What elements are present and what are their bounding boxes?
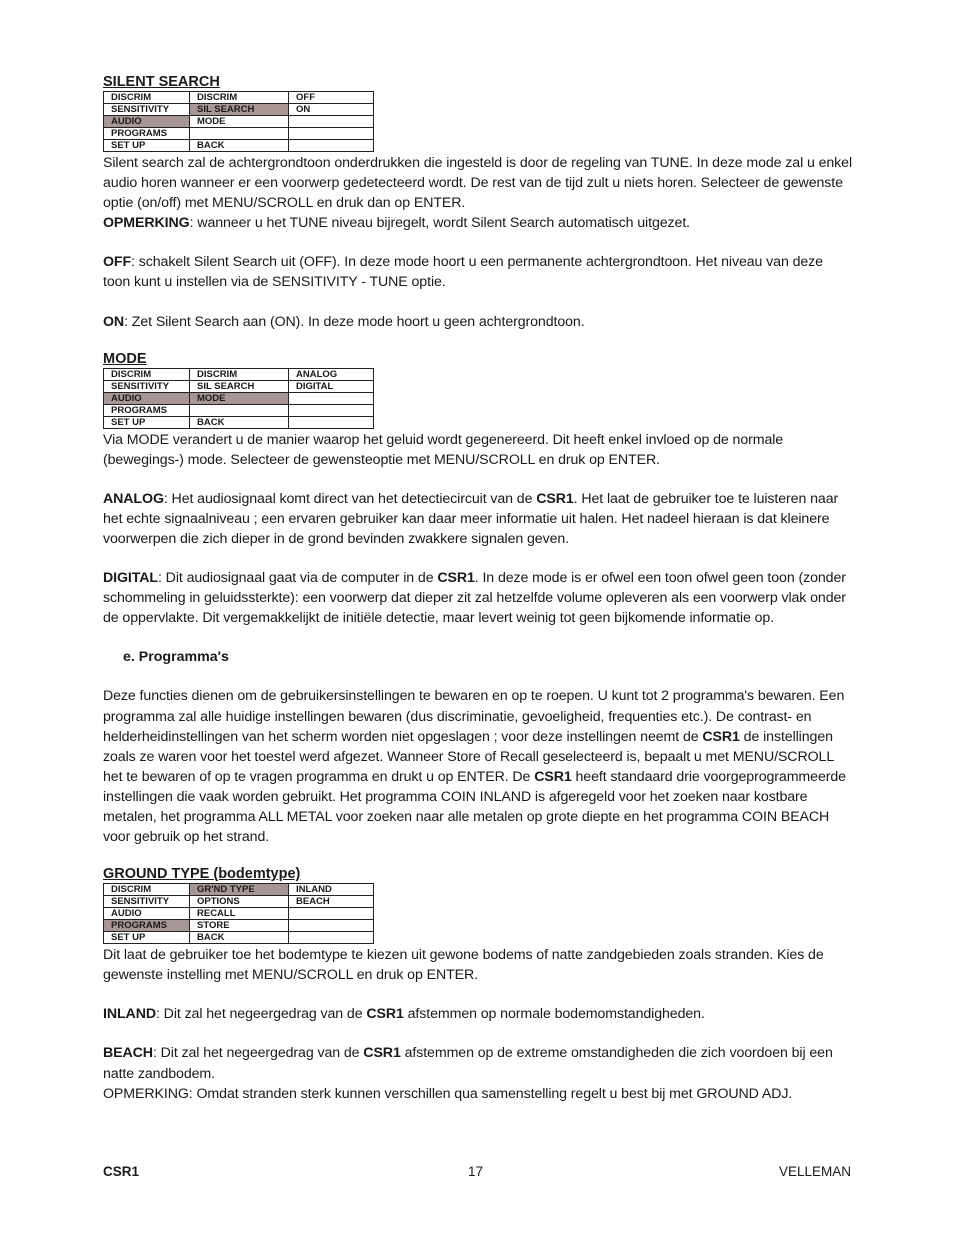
table-cell xyxy=(289,416,374,428)
table-cell xyxy=(289,932,374,944)
paragraph-programmas xyxy=(103,686,853,847)
paragraph-text: : wanneer u het TUNE niveau bijregelt, wordt Silent Search automatisch uitgezet. xyxy=(189,215,691,232)
table-cell: SET UP xyxy=(104,416,190,428)
table-row xyxy=(104,140,374,152)
table-row xyxy=(104,404,374,416)
paragraph-text: de instellingen zoals ze waren voor het toestel werd afgezet. Wanneer Store of Recall geselecteerd is, bepaalt u met MENU/SCROLL het te bewaren of op te vragen programma en drukt u op ENTER. De xyxy=(103,728,834,785)
table-cell-highlighted: GR'ND TYPE xyxy=(190,884,289,896)
paragraph-off xyxy=(103,252,853,292)
table-cell xyxy=(289,908,374,920)
paragraph-beach xyxy=(103,1043,853,1083)
table-cell-highlighted: SIL SEARCH xyxy=(190,104,289,116)
subsection-heading-programmas: e. Programma's xyxy=(123,649,229,666)
table-cell: SENSITIVITY xyxy=(104,380,190,392)
paragraph-on xyxy=(103,312,853,332)
table-row xyxy=(104,368,374,380)
paragraph-text: : Het audiosignaal komt direct van het detectiecircuit van de xyxy=(163,490,537,507)
table-cell-highlighted: AUDIO xyxy=(104,116,190,128)
bold-label: ANALOG xyxy=(103,490,164,507)
bold-product-name: CSR1 xyxy=(437,570,475,587)
paragraph-ground-type-intro: Dit laat de gebruiker toe het bodemtype te kiezen uit gewone bodems of natte zandgebieden zoals stranden. Kies de gewenste instelling met MENU/SCROLL en druk op ENTER. xyxy=(103,947,824,984)
bold-product-name: CSR1 xyxy=(366,1006,404,1023)
bold-label: ON xyxy=(103,313,125,330)
table-cell: OPTIONS xyxy=(190,896,289,908)
table-cell: BEACH xyxy=(289,896,374,908)
paragraph-silent-search-intro: Silent search zal de achtergrondtoon onderdrukken die ingesteld is door de regeling van TUNE. In deze mode zal u enkel audio horen wanneer er een voorwerp gedetecteerd wordt. De rest van de tijd zult u niets horen. Selecteer de gewenste optie (on/off) met MENU/SCROLL en druk dan op ENTER. xyxy=(103,155,853,212)
page-number: 17 xyxy=(468,1164,484,1179)
table-cell: MODE xyxy=(190,116,289,128)
table-row xyxy=(104,380,374,392)
bold-label: INLAND xyxy=(103,1006,156,1023)
table-cell xyxy=(289,920,374,932)
table-row xyxy=(104,392,374,404)
table-cell: INLAND xyxy=(289,884,374,896)
bold-label: OPMERKING xyxy=(103,215,190,232)
bold-label: DIGITAL xyxy=(103,570,158,587)
bold-product-name: CSR1 xyxy=(534,768,572,785)
table-cell: PROGRAMS xyxy=(104,404,190,416)
page-footer xyxy=(103,1164,851,1182)
paragraph-inland xyxy=(103,1004,853,1024)
paragraph-text: afstemmen op normale bodemomstandigheden. xyxy=(403,1006,705,1023)
table-row xyxy=(104,896,374,908)
paragraph-analog xyxy=(103,489,853,549)
table-cell xyxy=(289,128,374,140)
table-cell: SET UP xyxy=(104,140,190,152)
table-row xyxy=(104,92,374,104)
table-row xyxy=(104,104,374,116)
table-cell: DISCRIM xyxy=(104,368,190,380)
bold-label: BEACH xyxy=(103,1045,153,1062)
section-heading-mode: MODE xyxy=(103,350,147,367)
paragraph-text: : schakelt Silent Search uit (OFF). In deze mode hoort u een permanente achtergrondtoon. Het niveau van deze toon kunt u instellen via de SENSITIVITY - TUNE optie. xyxy=(103,254,823,291)
table-cell: OFF xyxy=(289,92,374,104)
table-cell: BACK xyxy=(190,932,289,944)
table-cell: DISCRIM xyxy=(104,884,190,896)
table-row xyxy=(104,908,374,920)
paragraph-text: Deze functies dienen om de gebruikersinstellingen te bewaren en op te roepen. U kunt tot 2 programma's bewaren. Een programma zal alle huidige instellingen bewaren (dus discriminatie, gevoeligheid, frequenties etc.). De contrast- en helderheidinstellingen van het scherm worden niet opgeslagen ; voor deze instellingen neemt de xyxy=(103,688,845,745)
table-cell-highlighted: PROGRAMS xyxy=(104,920,190,932)
table-row xyxy=(104,932,374,944)
table-cell xyxy=(289,116,374,128)
section-heading-ground-type: GROUND TYPE (bodemtype) xyxy=(103,866,301,883)
table-cell: SENSITIVITY xyxy=(104,104,190,116)
table-cell: PROGRAMS xyxy=(104,128,190,140)
table-cell: RECALL xyxy=(190,908,289,920)
paragraph-note xyxy=(103,213,853,233)
table-row xyxy=(104,128,374,140)
table-cell: SENSITIVITY xyxy=(104,896,190,908)
table-cell: BACK xyxy=(190,140,289,152)
table-cell xyxy=(190,128,289,140)
table-cell: SET UP xyxy=(104,932,190,944)
table-cell: STORE xyxy=(190,920,289,932)
table-row xyxy=(104,116,374,128)
table-cell: BACK xyxy=(190,416,289,428)
table-cell: AUDIO xyxy=(104,908,190,920)
table-cell: ANALOG xyxy=(289,368,374,380)
paragraph-text: . In deze mode is er ofwel een toon ofwel geen toon (zonder schommeling in geluidssterkte): een voorwerp dat dieper zit zal hetzelfde volume opleveren als een voorwerp vlak onder de oppervlakte. Dit vergemakkelijkt de initiële detectie, maar levert weinig tot geen bijkomende informatie op. xyxy=(103,570,846,627)
menu-table-mode xyxy=(103,368,374,429)
bold-product-name: CSR1 xyxy=(363,1045,401,1062)
table-cell-highlighted: MODE xyxy=(190,392,289,404)
table-cell-highlighted: AUDIO xyxy=(104,392,190,404)
table-cell: DISCRIM xyxy=(190,92,289,104)
table-cell: DIGITAL xyxy=(289,380,374,392)
bold-product-name: CSR1 xyxy=(702,728,740,745)
paragraph-text: : Dit zal het negeergedrag van de xyxy=(156,1006,367,1023)
footer-brand: VELLEMAN xyxy=(778,1164,851,1179)
paragraph-mode-intro: Via MODE verandert u de manier waarop het geluid wordt gegenereerd. Dit heeft enkel invloed op de normale (bewegings-) mode. Selecteer de gewensteoptie met MENU/SCROLL en druk op ENTER. xyxy=(103,431,784,468)
bold-label: OFF xyxy=(103,254,132,271)
menu-table-ground-type xyxy=(103,883,374,944)
table-cell: DISCRIM xyxy=(190,368,289,380)
paragraph-text: : Dit zal het negeergedrag van de xyxy=(152,1045,364,1062)
footer-product: CSR1 xyxy=(103,1164,140,1179)
paragraph-text: . Het laat de gebruiker toe te luisteren naar het echte signaalniveau ; een ervaren gebruiker kan daar meer informatie uit halen. Het nadeel hieraan is dat kleinere voorwerpen die zich dieper in de grond bevinden zwakkere signalen geven. xyxy=(103,490,839,548)
table-cell: ON xyxy=(289,104,374,116)
table-row xyxy=(104,920,374,932)
paragraph-text: : Zet Silent Search aan (ON). In deze mode hoort u geen achtergrondtoon. xyxy=(124,313,585,330)
paragraph-text: afstemmen op de extreme omstandigheden die zich voordoen bij een natte zandbodem. xyxy=(103,1045,833,1082)
menu-table-silent-search xyxy=(103,91,374,152)
section-heading-silent-search: SILENT SEARCH xyxy=(103,74,220,90)
paragraph-beach-note: OPMERKING: Omdat stranden sterk kunnen verschillen qua samenstelling regelt u best bij met GROUND ADJ. xyxy=(103,1085,793,1102)
paragraph-digital xyxy=(103,568,853,628)
table-cell: SIL SEARCH xyxy=(190,380,289,392)
table-cell: DISCRIM xyxy=(104,92,190,104)
page-content xyxy=(103,74,853,1104)
table-cell xyxy=(289,392,374,404)
table-cell xyxy=(289,140,374,152)
table-row xyxy=(104,884,374,896)
bold-product-name: CSR1 xyxy=(536,490,574,507)
paragraph-text: : Dit audiosignaal gaat via de computer in de xyxy=(158,570,438,587)
table-cell xyxy=(190,404,289,416)
table-cell xyxy=(289,404,374,416)
paragraph-text: heeft standaard drie voorgeprogrammeerde instellingen die vaak worden gebruikt. Het programma COIN INLAND is afgeregeld voor het zoeken naar kostbare metalen, het programma ALL METAL voor zoeken naar alle metalen op grote diepte en het programma COIN BEACH voor gebruik op het strand. xyxy=(103,768,846,846)
table-row xyxy=(104,416,374,428)
